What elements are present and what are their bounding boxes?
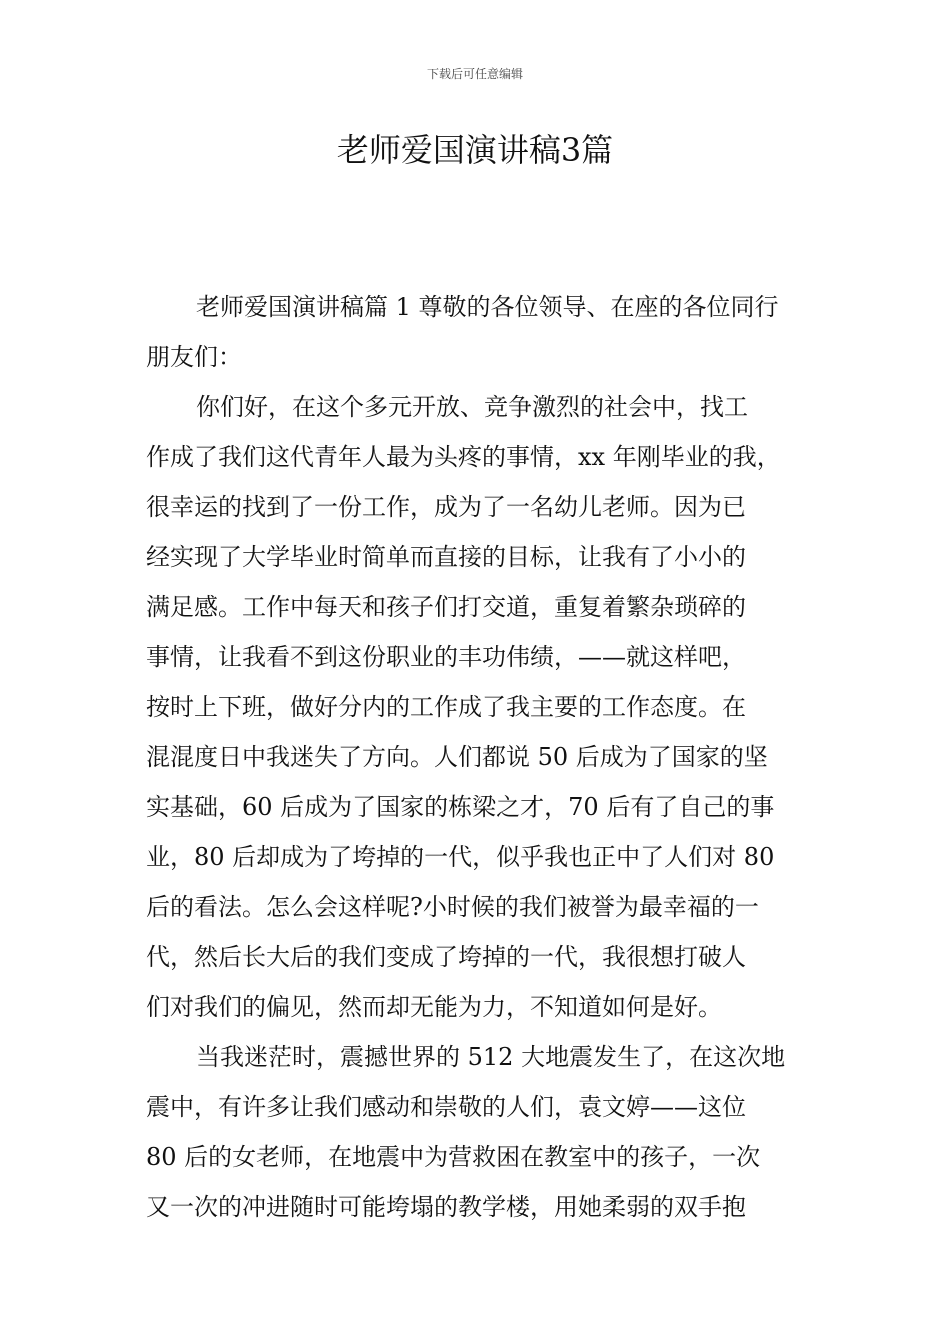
text-line: 当我迷茫时，震撼世界的 512 大地震发生了，在这次地 [196,1043,786,1071]
text-line: 朋友们： [146,343,242,371]
text-line: 混混度日中我迷失了方向。人们都说 50 后成为了国家的坚 [146,743,768,771]
text-line: 经实现了大学毕业时简单而直接的目标，让我有了小小的 [146,543,746,571]
paragraph [146,282,806,382]
text-line: 80 后的女老师，在地震中为营救困在教室中的孩子，一次 [146,1143,761,1171]
text-line: 按时上下班，做好分内的工作成了我主要的工作态度。在 [146,693,746,721]
header-note: 下载后可任意编辑 [426,67,523,81]
text-line: 事情，让我看不到这份职业的丰功伟绩，——就这样吧， [146,643,746,671]
text-line: 代，然后长大后的我们变成了垮掉的一代，我很想打破人 [146,943,746,971]
text-line: 震中，有许多让我们感动和崇敬的人们，袁文婷——这位 [146,1093,746,1121]
paragraph [146,382,806,1032]
document-title: 老师爱国演讲稿3篇 [336,131,614,169]
text-line: 你们好，在这个多元开放、竞争激烈的社会中，找工 [196,393,748,421]
text-line: 又一次的冲进随时可能垮塌的教学楼，用她柔弱的双手抱 [146,1193,746,1221]
text-line: 满足感。工作中每天和孩子们打交道，重复着繁杂琐碎的 [146,593,746,621]
text-line: 老师爱国演讲稿篇 1 尊敬的各位领导、在座的各位同行 [196,293,779,321]
text-line: 很幸运的找到了一份工作，成为了一名幼儿老师。因为已 [146,493,746,521]
paragraph [146,1032,806,1232]
text-line: 后的看法。怎么会这样呢?小时候的我们被誉为最幸福的一 [146,893,759,921]
text-line: 作成了我们这代青年人最为头疼的事情，xx 年刚毕业的我， [146,443,781,471]
document-body [146,282,806,1232]
text-line: 们对我们的偏见，然而却无能为力，不知道如何是好。 [146,993,722,1021]
text-line: 实基础，60 后成为了国家的栋梁之才，70 后有了自己的事 [146,793,775,821]
text-line: 业，80 后却成为了垮掉的一代，似乎我也正中了人们对 80 [146,843,775,871]
